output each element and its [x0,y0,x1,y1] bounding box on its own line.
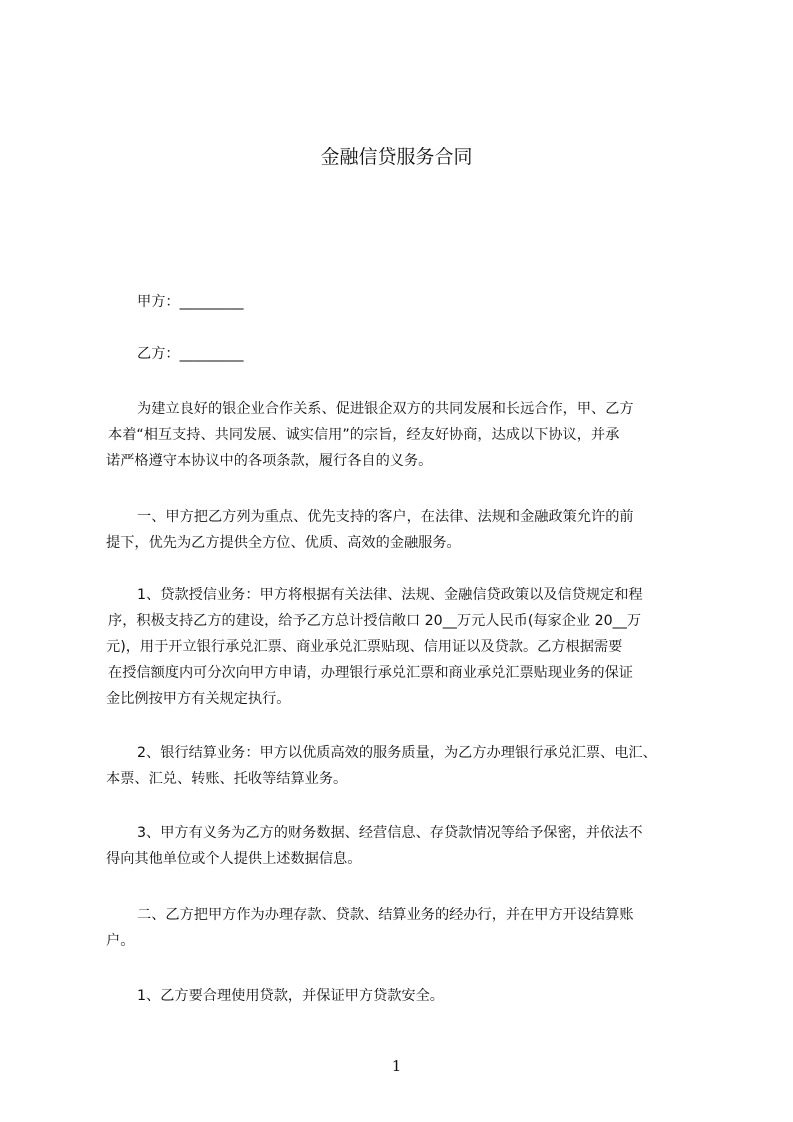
party-a-line: 甲方：_________ [137,294,244,310]
paragraph-line: 3、甲方有义务为乙方的财务数据、经营信息、存贷款情况等给予保密，并依法不 [137,825,643,841]
page-number: 1 [391,1057,402,1075]
paragraph-line: 序，积极支持乙方的建设，给予乙方总计授信敞口 20__万元人民币(每家企业 20__万 [108,613,642,629]
paragraph-line: 本着“相互支持、共同发展、诚实信用”的宗旨，经友好协商，达成以下协议，并承 [108,427,620,443]
paragraph-line: 元)，用于开立银行承兑汇票、商业承兑汇票贴现、信用证以及贷款。乙方根据需要 [106,639,623,655]
paragraph-line: 1、贷款授信业务：甲方将根据有关法律、法规、金融信贷政策以及信贷规定和程 [137,587,643,603]
paragraph-line: 户。 [106,933,135,949]
paragraph-line: 诺严格遵守本协议中的各项条款，履行各自的义务。 [106,453,433,469]
paragraph-line: 2、银行结算业务：甲方以优质高效的服务质量，为乙方办理银行承兑汇票、电汇、 [137,745,657,761]
paragraph-line: 金比例按甲方有关规定执行。 [106,691,291,707]
party-b-line: 乙方：_________ [137,346,244,362]
document-title: 金融信贷服务合同 [320,146,473,168]
paragraph-line: 本票、汇兑、转账、托收等结算业务。 [106,771,348,787]
paragraph-line: 二、乙方把甲方作为办理存款、贷款、结算业务的经办行，并在甲方开设结算账 [137,907,634,923]
paragraph-line: 提下，优先为乙方提供全方位、优质、高效的金融服务。 [106,535,461,551]
paragraph-line: 一、甲方把乙方列为重点、优先支持的客户，在法律、法规和金融政策允许的前 [137,509,634,525]
item-2-1-paragraph: 1、乙方要合理使用贷款，并保证甲方贷款安全。 [137,988,444,1004]
paragraph-line: 为建立良好的银企业合作关系、促进银企双方的共同发展和长远合作，甲、乙方 [137,401,634,417]
paragraph-line: 在授信额度内可分次向甲方申请，办理银行承兑汇票和商业承兑汇票贴现业务的保证 [108,665,633,681]
paragraph-line: 得向其他单位或个人提供上述数据信息。 [106,851,362,867]
